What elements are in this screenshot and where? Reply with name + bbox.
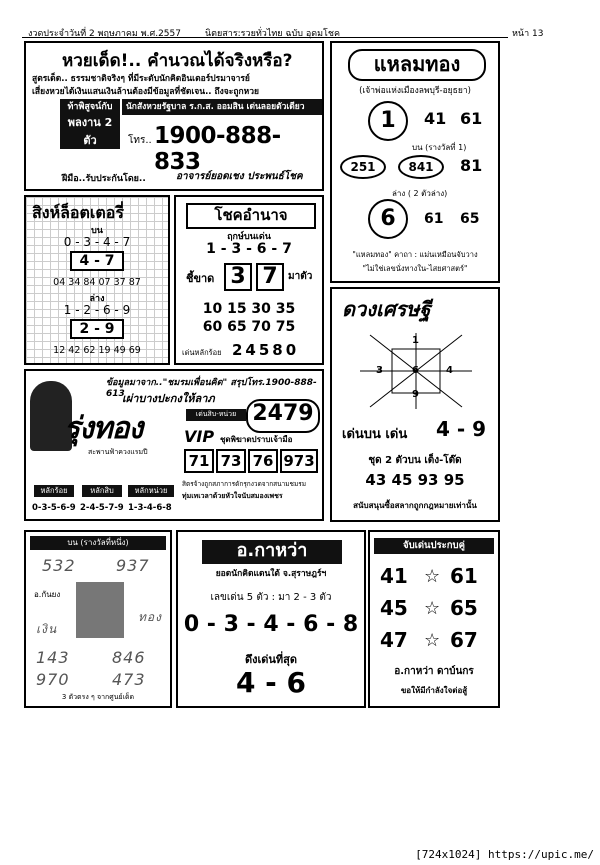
header-rule xyxy=(22,37,508,38)
duang-grid-bottom: 9 xyxy=(412,389,419,400)
promo-title: หวยเด็ด!.. คำนวณได้จริงหรือ? xyxy=(62,51,293,71)
handwrite-label2: ทอง xyxy=(138,610,162,624)
laemthong-title: แหลมทอง xyxy=(348,49,486,81)
chok-panel xyxy=(174,195,324,365)
chok-mai-label: มาตัว xyxy=(288,271,313,282)
chok-hundred-label: เด่นหลักร้อย xyxy=(182,348,222,357)
handwrite-r2b: 846 xyxy=(112,648,146,667)
promo-dark-box xyxy=(60,99,120,165)
chok-shi-label: ชี้ขาด xyxy=(186,272,215,285)
kahwa-line: เลขเด่น 5 ตัว : มา 2 - 3 ตัว xyxy=(210,592,332,603)
chok-digit1: 3 xyxy=(224,263,252,291)
jab-pair1-b: 61 xyxy=(450,564,478,588)
duang-set-values: 43 45 93 95 xyxy=(365,471,465,489)
promo-panel xyxy=(24,41,324,191)
jab-panel xyxy=(368,530,500,708)
jab-pair3-b: 67 xyxy=(450,628,478,652)
rungthong-note2: ทุ่มเทเวลาด้วยหัวใจนับสมองเพชร xyxy=(182,492,283,500)
rungthong-col-value-3: 1-3-4-6-8 xyxy=(128,503,172,513)
laemthong-quote2: "ไม่ใช่เลขนั่งทางใน-ไสยศาสตร์" xyxy=(362,264,468,273)
duang-panel xyxy=(330,287,500,522)
star-icon: ☆ xyxy=(424,630,441,651)
laemthong-oval1: 251 xyxy=(340,155,386,179)
duang-den-label: เด่นบน เด่น xyxy=(342,427,408,442)
rungthong-note1: สิตรจ้างถูกสภาการดักรุกงวดจากสนามชมรม xyxy=(182,480,307,488)
promo-text-3: 3 ตัวตรงๆ xyxy=(65,152,115,165)
laemthong-subtitle: (เจ้าพ่อแห่งเมืองลพบุรี-อยุธยา) xyxy=(359,86,471,96)
duang-grid-center: 6 xyxy=(412,365,419,376)
jab-sig2: ขอให้มีกำลังใจต่อสู้ xyxy=(400,686,468,695)
chok-seq: 1 - 3 - 6 - 7 xyxy=(206,241,292,257)
kahwa-best: 4 - 6 xyxy=(235,666,307,699)
duang-grid-right: 4 xyxy=(446,365,453,376)
handwrite-r2a: 143 xyxy=(36,648,70,667)
laemthong-bon-label: บน (รางวัลที่ 1) xyxy=(412,143,467,152)
rungthong-vip-number: 2479 xyxy=(246,399,320,433)
promo-line1: สูตรเด็ด.. ธรรมชาติจริงๆ ที่มีระดับนักคิดอินเตอร์ปรมาจารย์ xyxy=(32,74,250,84)
rungthong-caption: สะพานฟ้าควงแรมปี xyxy=(88,448,148,456)
kahwa-best-label: ดึงเด่นที่สุด xyxy=(244,653,298,666)
star-icon: ☆ xyxy=(424,566,441,587)
phone-label: โทร.. xyxy=(128,135,152,146)
laemthong-quote1: "แหลมทอง" คาถา : แม่นเหมือนจับวาง xyxy=(352,250,478,259)
rungthong-panel xyxy=(24,369,324,521)
chok-subtitle: ฤกษ์บนเด่น xyxy=(227,232,271,242)
chok-row2: 60 65 70 75 xyxy=(202,319,296,335)
singh-bon: บน xyxy=(91,226,103,236)
chok-hundred: 24580 xyxy=(232,341,300,359)
rungthong-box-4: 973 xyxy=(280,449,318,473)
handwrite-r1a: 532 xyxy=(42,556,76,575)
rungthong-brand: รุ่งทอง xyxy=(64,411,143,446)
laemthong-n1a: 41 xyxy=(424,109,447,128)
laemthong-n3b: 65 xyxy=(460,211,480,227)
handwrite-photo xyxy=(76,582,124,638)
laemthong-n2: 81 xyxy=(460,156,483,175)
duang-title: ดวงเศรษฐี xyxy=(342,297,431,321)
promo-line2: เสี่ยงหวยได้เงินแสนเงินล้านต้องมีข้อมูลที่ชัดเจน.. ถึงจะถูกหวย xyxy=(32,87,259,97)
handwrite-panel xyxy=(24,530,172,708)
laemthong-oval2: 841 xyxy=(398,155,444,179)
singh-list2: 12 42 62 19 49 69 xyxy=(53,345,141,356)
promo-footer-left: ฝีมือ..รับประกันโดย.. xyxy=(62,174,146,184)
singh-box2: 2 - 9 xyxy=(70,319,124,339)
issue-date: งวดประจำวันที่ 2 พฤษภาคม พ.ศ.2557 xyxy=(28,29,181,39)
handwrite-r1b: 937 xyxy=(116,556,150,575)
rungthong-sub: เผ่าบางปะกงให้ลาภ xyxy=(122,392,215,405)
kahwa-panel xyxy=(176,530,366,708)
laemthong-n3a: 61 xyxy=(424,211,444,227)
rungthong-vip-label: VIP xyxy=(184,427,215,446)
rungthong-col-label-3: หลักหน่วย xyxy=(128,485,174,497)
jab-pair2-b: 65 xyxy=(450,596,478,620)
handwrite-footer: 3 ตัวตรง ๆ จากศูนย์เด็ด xyxy=(61,693,135,701)
rungthong-box-2: 73 xyxy=(216,449,246,473)
rungthong-col-label-1: หลักร้อย xyxy=(34,485,74,497)
chok-row1: 10 15 30 35 xyxy=(202,301,296,317)
singh-seq1: 0 - 3 - 4 - 7 xyxy=(63,235,131,249)
duang-grid-left: 3 xyxy=(376,365,383,376)
duang-footer: สนับสนุนซื้อสลากถูกกฎหมายเท่านั้น xyxy=(353,501,477,510)
laemthong-n1b: 61 xyxy=(460,109,483,128)
singh-seq2: 1 - 2 - 6 - 9 xyxy=(63,303,131,317)
jab-title: จับเด่นประกบคู่ xyxy=(374,538,494,554)
jab-pair1-a: 41 xyxy=(380,564,408,588)
laemthong-digit2: 6 xyxy=(368,199,408,239)
kahwa-title: อ.กาหว่า xyxy=(202,540,342,564)
handwrite-label1: อ.กันยง xyxy=(34,590,61,599)
laemthong-panel xyxy=(330,41,500,283)
page-number: หน้า 13 xyxy=(512,29,544,39)
jab-pair2-a: 45 xyxy=(380,596,408,620)
promo-text-2: พลงาน 2 ตัว xyxy=(67,116,113,147)
handwrite-r3b: 473 xyxy=(112,670,146,689)
kahwa-numbers: 0 - 3 - 4 - 6 - 8 xyxy=(183,612,359,637)
rungthong-vip-tag: เด่นสิบ-หน่วย xyxy=(186,409,246,421)
singh-panel xyxy=(24,195,170,365)
singh-list1: 04 34 84 07 37 87 xyxy=(53,277,141,288)
rungthong-vip-note: ชุดพิฆาตปราบเจ้ามือ xyxy=(220,435,293,444)
singh-title: สิงห์ล็อตเตอรี่ xyxy=(32,203,124,222)
handwrite-header: บน (รางวัลที่หนึ่ง) xyxy=(30,536,166,550)
laemthong-lang-label: ล่าง ( 2 ตัวล่าง) xyxy=(392,189,448,198)
singh-box1: 4 - 7 xyxy=(70,251,124,271)
rungthong-col-label-2: หลักสิบ xyxy=(82,485,122,497)
jab-sig: อ.กาหว่า ดาบ์นกร xyxy=(394,666,474,677)
watermark: [724x1024] https://upic.me/ xyxy=(415,848,594,861)
promo-footer-right: อาจารย์ยอดเชง ประพนธ์โชค xyxy=(176,171,303,182)
rungthong-top: ข้อมูลมาจาก.."ชมรมเพื่อนคิด" สรุปโทร.1900-888-613 xyxy=(106,378,317,399)
promo-text-1: ท้าพิสูจน์กับ xyxy=(67,102,113,112)
duang-grid-top: 1 xyxy=(412,335,419,346)
chok-title: โชคอำนาจ xyxy=(186,203,316,229)
rungthong-box-3: 76 xyxy=(248,449,278,473)
star-icon: ☆ xyxy=(424,598,441,619)
duang-set-label: ชุด 2 ตัวบน เต็ง-โต๊ด xyxy=(368,455,462,466)
magazine-name: นิตยสาร:รวยทั่วไทย ฉบับ อุดมโชค xyxy=(205,29,340,39)
duang-den-value: 4 - 9 xyxy=(436,417,487,441)
rungthong-box-1: 71 xyxy=(184,449,214,473)
handwrite-r3a: 970 xyxy=(36,670,70,689)
jab-pair3-a: 47 xyxy=(380,628,408,652)
promo-banner: นักสังหวยรัฐบาล ร.ก.ส. ออมสิน เด่นลอยตัวเดียว xyxy=(122,99,322,115)
singh-lang: ล่าง xyxy=(89,294,105,304)
rungthong-col-value-1: 0-3-5-6-9 xyxy=(32,503,76,513)
laemthong-digit1: 1 xyxy=(368,101,408,141)
handwrite-label3: เงิน xyxy=(36,622,58,636)
kahwa-subtitle: ยอดนักคิดแดนใต้ จ.สุราษฎร์ฯ xyxy=(215,569,327,579)
rungthong-col-value-2: 2-4-5-7-9 xyxy=(80,503,124,513)
chok-digit2: 7 xyxy=(256,263,284,291)
phone-number: 1900-888-833 xyxy=(154,123,281,175)
